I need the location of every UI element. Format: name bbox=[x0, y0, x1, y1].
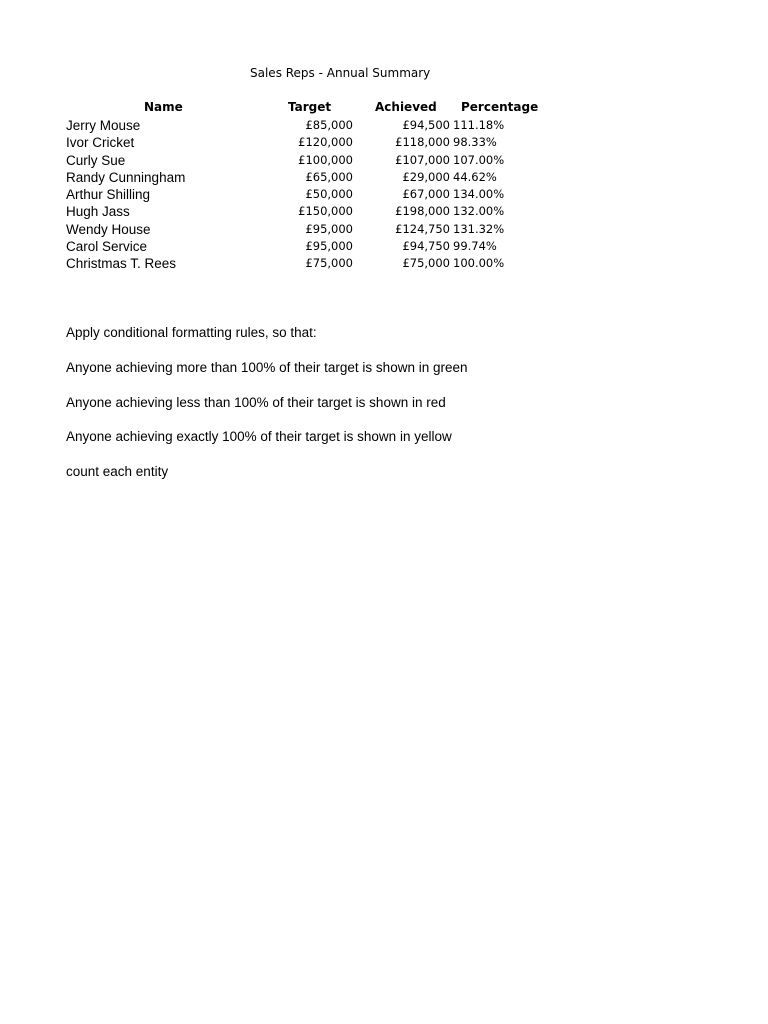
target-value: £95,000 bbox=[305, 239, 353, 254]
table-row bbox=[0, 186, 768, 203]
achieved-value: £94,500 bbox=[402, 118, 450, 132]
header-target: Target bbox=[288, 100, 332, 114]
instruction-green-rule: Anyone achieving more than 100% of their target is shown in green bbox=[66, 360, 468, 375]
achieved-value: £75,000 bbox=[402, 256, 450, 271]
rep-name: Curly Sue bbox=[66, 152, 126, 168]
achieved-value: £118,000 bbox=[395, 135, 450, 150]
achieved-value: £107,000 bbox=[395, 152, 450, 167]
target-value: £150,000 bbox=[298, 204, 353, 219]
target-value: £95,000 bbox=[305, 221, 353, 236]
rep-name: Carol Service bbox=[66, 239, 148, 255]
target-value: £65,000 bbox=[305, 169, 353, 184]
target-value: £50,000 bbox=[305, 187, 353, 202]
rep-name: Randy Cunningham bbox=[66, 169, 186, 185]
table-row bbox=[0, 238, 768, 255]
rep-name: Wendy House bbox=[66, 221, 151, 237]
instruction-intro: Apply conditional formatting rules, so that: bbox=[66, 325, 317, 340]
rep-name: Jerry Mouse bbox=[66, 118, 141, 133]
header-percentage: Percentage bbox=[461, 100, 539, 114]
table-row bbox=[0, 221, 768, 238]
percentage-value: 99.74% bbox=[453, 239, 497, 254]
achieved-value: £29,000 bbox=[402, 169, 450, 184]
percentage-value: 111.18% bbox=[453, 118, 505, 132]
achieved-value: £124,750 bbox=[395, 221, 450, 236]
table-row bbox=[0, 134, 768, 151]
rep-name: Hugh Jass bbox=[66, 204, 130, 220]
data-table bbox=[0, 117, 768, 273]
percentage-value: 131.32% bbox=[453, 221, 505, 236]
instruction-red-rule: Anyone achieving less than 100% of their target is shown in red bbox=[66, 395, 446, 410]
target-value: £75,000 bbox=[305, 256, 353, 271]
target-value: £120,000 bbox=[298, 135, 353, 150]
table-row bbox=[0, 117, 768, 134]
percentage-value: 100.00% bbox=[453, 256, 505, 271]
percentage-value: 107.00% bbox=[453, 152, 505, 167]
achieved-value: £198,000 bbox=[395, 204, 450, 219]
table-row bbox=[0, 255, 768, 272]
achieved-value: £67,000 bbox=[402, 187, 450, 202]
percentage-value: 98.33% bbox=[453, 135, 497, 150]
percentage-value: 132.00% bbox=[453, 204, 505, 219]
header-name: Name bbox=[144, 100, 183, 114]
rep-name: Arthur Shilling bbox=[66, 187, 151, 203]
achieved-value: £94,750 bbox=[402, 239, 450, 254]
percentage-value: 44.62% bbox=[453, 169, 497, 184]
sheet-title: Sales Reps - Annual Summary bbox=[250, 66, 431, 80]
instruction-yellow-rule: Anyone achieving exactly 100% of their target is shown in yellow bbox=[66, 429, 452, 444]
header-achieved: Achieved bbox=[375, 100, 437, 114]
percentage-value: 134.00% bbox=[453, 187, 505, 202]
rep-name: Christmas T. Rees bbox=[66, 256, 177, 272]
target-value: £100,000 bbox=[298, 152, 353, 167]
table-row bbox=[0, 169, 768, 186]
table-row bbox=[0, 203, 768, 220]
rep-name: Ivor Cricket bbox=[66, 135, 135, 151]
target-value: £85,000 bbox=[305, 118, 353, 132]
instruction-count: count each entity bbox=[66, 464, 169, 479]
table-row bbox=[0, 152, 768, 169]
